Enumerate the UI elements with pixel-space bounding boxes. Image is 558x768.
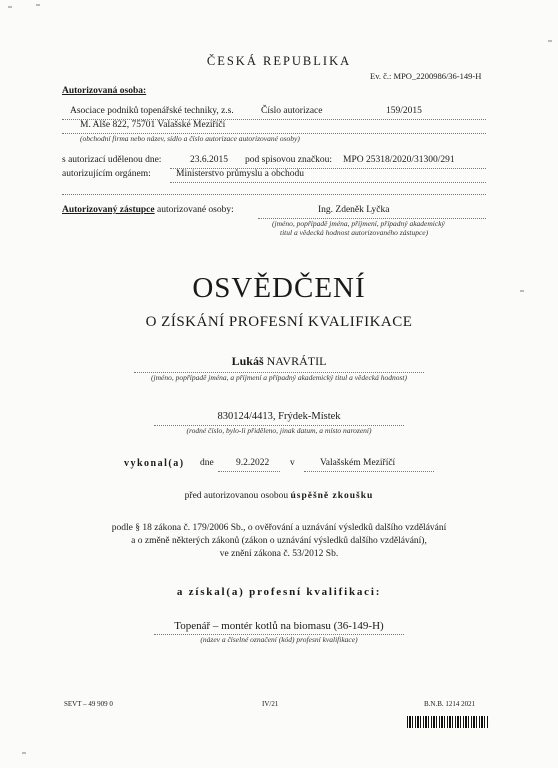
holder-name xyxy=(0,354,558,369)
authorized-person-caption: (obchodní firma nebo název, sídlo a číslo autorizace autorizované osoby) xyxy=(80,134,300,143)
granted-date: 23.6.2015 xyxy=(190,155,228,165)
certificate-title: OSVĚDČENÍ xyxy=(192,272,366,304)
qualification-heading: a získal(a) profesní kvalifikaci: xyxy=(176,586,382,598)
performed-label: vykonal(a) xyxy=(124,458,185,469)
exam-place: Valašském Meziříčí xyxy=(320,458,396,468)
file-number-value: MPO 25318/2020/31300/291 xyxy=(343,155,455,165)
representative-caption-1: (jméno, popřípadě jména, příjmení, případný akademický xyxy=(272,219,445,228)
holder-birth: 830124/4413, Frýdek-Místek xyxy=(217,411,341,422)
holder-birth-caption: (rodné číslo, bylo-li přiděleno, jinak datum, a místo narození) xyxy=(186,426,372,435)
exam-day-label: dne xyxy=(200,458,214,468)
law-line-1: podle § 18 zákona č. 179/2006 Sb., o ověřování a uznávání výsledků dalšího vzdělávání xyxy=(111,523,447,533)
exam-in-label: v xyxy=(290,458,295,468)
scan-mark xyxy=(36,4,40,6)
scan-mark xyxy=(22,752,26,754)
representative-caption-2: titul a vědecká hodnost autorizovaného zástupce) xyxy=(280,228,429,237)
granted-label: s autorizací udělenou dne: xyxy=(62,155,162,165)
law-line-3: ve znění zákona č. 53/2012 Sb. xyxy=(219,549,339,559)
footer-edition: IV/21 xyxy=(262,700,279,708)
dotted-line xyxy=(304,471,434,472)
representative-heading-bold: Autorizovaný zástupce xyxy=(62,205,155,215)
footer-printer: B.N.B. 1214 2021 xyxy=(424,700,476,708)
auth-number-label: Číslo autorizace xyxy=(261,106,323,116)
exam-result: úspěšně zkoušku xyxy=(290,491,374,501)
register-number: Ev. č.: MPO_2200986/36-149-H xyxy=(370,71,482,81)
dotted-line xyxy=(62,194,486,195)
certificate-subtitle: O ZÍSKÁNÍ PROFESNÍ KVALIFIKACE xyxy=(145,314,413,330)
law-line-2: a o změně některých zákonů (zákon o uznávání výsledků dalšího vzdělávání), xyxy=(131,536,427,546)
barcode xyxy=(407,716,489,728)
authorized-person-address: M. Alše 822, 75701 Valašské Meziříčí xyxy=(80,120,226,130)
holder-name-caption: (jméno, popřípadě jména, a příjmení a případný akademický titul a vědecká hodnost) xyxy=(151,373,407,382)
authority-label: autorizujícím orgánem: xyxy=(62,169,151,179)
representative-heading-rest: autorizované osoby: xyxy=(157,205,234,215)
authorized-person-heading: Autorizovaná osoba: xyxy=(62,86,147,96)
footer-form-code: SEVT – 49 909 0 xyxy=(64,700,113,708)
exam-before xyxy=(0,491,558,501)
authorized-person-name: Asociace podniků topenářské techniky, z.s. xyxy=(70,106,234,116)
scan-mark xyxy=(548,40,552,42)
holder-first-name: Lukáš xyxy=(231,354,264,368)
dotted-line xyxy=(170,182,486,183)
holder-last-name: NAVRÁTIL xyxy=(266,354,327,368)
representative-name: Ing. Zdeněk Lyčka xyxy=(318,205,390,215)
qualification-name: Topenář – montér kotlů na biomasu (36-149-H) xyxy=(174,620,384,632)
dotted-line xyxy=(218,471,280,472)
exam-date: 9.2.2022 xyxy=(236,458,270,468)
country-heading: ČESKÁ REPUBLIKA xyxy=(206,54,352,68)
authority-value: Ministerstvo průmyslu a obchodu xyxy=(176,169,304,179)
auth-number-value: 159/2015 xyxy=(386,106,422,116)
representative-heading xyxy=(62,205,234,215)
exam-before-text: před autorizovanou osobou xyxy=(184,491,289,501)
scan-mark xyxy=(8,6,12,8)
file-number-label: pod spisovou značkou: xyxy=(245,155,333,165)
qualification-caption: (název a číselné označení (kód) profesní kvalifikace) xyxy=(200,635,358,644)
